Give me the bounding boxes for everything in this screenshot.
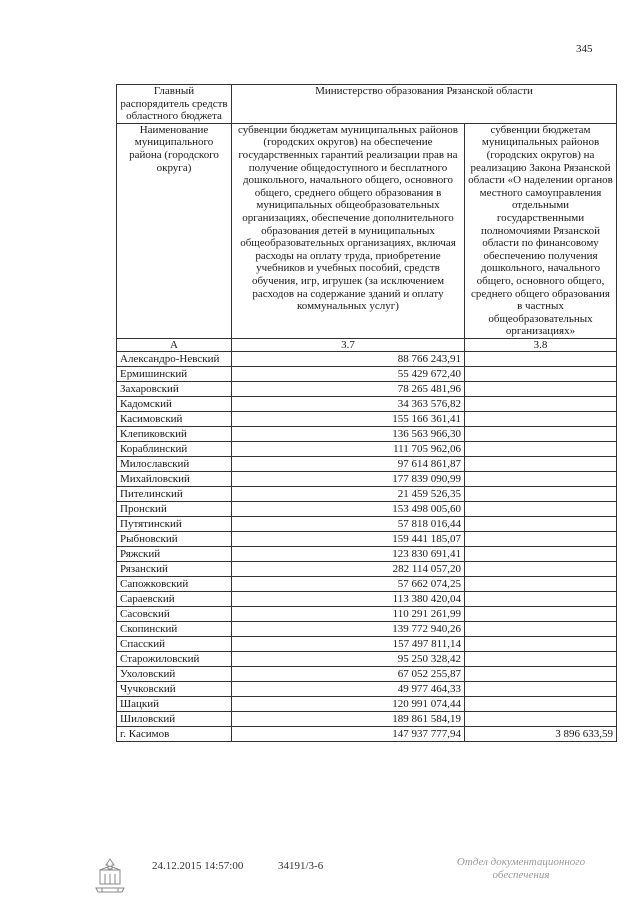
amount-3-8-cell [465,667,617,682]
amount-3-7-cell: 157 497 811,14 [232,637,465,652]
amount-3-7-cell: 159 441 185,07 [232,532,465,547]
amount-3-7-cell: 95 250 328,42 [232,652,465,667]
column-desc-3-7: субвенции бюджетам муниципальных районов (городских округов) на обеспечение государственных гарантий реализации прав на получение общедоступного и бесплатного дошкольного, начального общего, основного общего, среднего общего образования в муниципальных общеобразовательных организациях, обеспечение дополнительного образования детей в муниципальных общеобразовательных организациях, включая расходы на оплату труда, приобретение учебников и учебных пособий, средств обучения, игр, игрушек (за исключением расходов на содержание зданий и оплату коммунальных услуг) [232,123,465,338]
amount-3-7-cell: 177 839 090,99 [232,472,465,487]
amount-3-7-cell: 111 705 962,06 [232,442,465,457]
amount-3-8-cell [465,487,617,502]
table-row [117,547,617,562]
amount-3-8-cell [465,712,617,727]
table-row [117,652,617,667]
table-row [117,517,617,532]
amount-3-7-cell: 57 818 016,44 [232,517,465,532]
table-row [117,622,617,637]
amount-3-8-cell [465,532,617,547]
district-name-cell: Кадомский [117,397,232,412]
amount-3-7-cell: 189 861 584,19 [232,712,465,727]
amount-3-7-cell: 123 830 691,41 [232,547,465,562]
amount-3-8-cell [465,517,617,532]
district-name-cell: Касимовский [117,412,232,427]
amount-3-8-cell [465,397,617,412]
amount-3-7-cell: 57 662 074,25 [232,577,465,592]
amount-3-7-cell: 78 265 481,96 [232,382,465,397]
amount-3-7-cell: 34 363 576,82 [232,397,465,412]
page-number: 345 [576,43,593,55]
amount-3-7-cell: 88 766 243,91 [232,352,465,367]
district-name-cell: Михайловский [117,472,232,487]
amount-3-8-cell: 3 896 633,59 [465,727,617,742]
footer [0,852,640,902]
amount-3-7-cell: 155 166 361,41 [232,412,465,427]
amount-3-8-cell [465,697,617,712]
table-row [117,577,617,592]
amount-3-8-cell [465,592,617,607]
amount-3-7-cell: 153 498 005,60 [232,502,465,517]
table-row [117,682,617,697]
amount-3-7-cell: 120 991 074,44 [232,697,465,712]
column-id-row [117,338,617,352]
header-row-distributor [117,85,617,124]
table-row [117,367,617,382]
district-name-cell: Милославский [117,457,232,472]
amount-3-8-cell [465,382,617,397]
amount-3-7-cell: 282 114 057,20 [232,562,465,577]
amount-3-8-cell [465,412,617,427]
district-name-cell: Сапожковский [117,577,232,592]
amount-3-8-cell [465,352,617,367]
district-name-cell: г. Касимов [117,727,232,742]
amount-3-8-cell [465,502,617,517]
district-name-cell: Спасский [117,637,232,652]
amount-3-7-cell: 139 772 940,26 [232,622,465,637]
amount-3-8-cell [465,442,617,457]
district-name-cell: Кораблинский [117,442,232,457]
amount-3-8-cell [465,622,617,637]
district-name-cell: Ермишинский [117,367,232,382]
amount-3-7-cell: 55 429 672,40 [232,367,465,382]
emblem-icon [90,856,130,901]
column-id-a: А [117,338,232,352]
department-stamp: Отдел документационного обеспечения [456,856,586,881]
district-name-cell: Захаровский [117,382,232,397]
label-distributor: Главный распорядитель средств областного бюджета [117,85,232,124]
table-row [117,697,617,712]
amount-3-8-cell [465,427,617,442]
district-name-cell: Пителинский [117,487,232,502]
district-name-cell: Шиловский [117,712,232,727]
budget-table [116,84,617,742]
district-name-cell: Шацкий [117,697,232,712]
district-name-cell: Ухоловский [117,667,232,682]
table-row [117,637,617,652]
district-name-cell: Путятинский [117,517,232,532]
column-id-3-8: 3.8 [465,338,617,352]
table-row [117,532,617,547]
table-row [117,457,617,472]
district-name-cell: Пронский [117,502,232,517]
amount-3-7-cell: 67 052 255,87 [232,667,465,682]
table-row [117,472,617,487]
table-row [117,607,617,622]
amount-3-7-cell: 147 937 777,94 [232,727,465,742]
table-row [117,727,617,742]
district-name-cell: Ряжский [117,547,232,562]
district-name-cell: Клепиковский [117,427,232,442]
header-row-columns [117,123,617,338]
amount-3-8-cell [465,682,617,697]
district-name-cell: Рыбновский [117,532,232,547]
amount-3-7-cell: 49 977 464,33 [232,682,465,697]
label-district: Наименование муниципального района (городского округа) [117,123,232,338]
district-name-cell: Сасовский [117,607,232,622]
amount-3-8-cell [465,652,617,667]
table-row [117,487,617,502]
table-row [117,427,617,442]
footer-document-code: 34191/3-6 [278,860,324,872]
table-row [117,562,617,577]
amount-3-8-cell [465,562,617,577]
amount-3-7-cell: 110 291 261,99 [232,607,465,622]
amount-3-8-cell [465,547,617,562]
column-id-3-7: 3.7 [232,338,465,352]
district-name-cell: Александро-Невский [117,352,232,367]
district-name-cell: Старожиловский [117,652,232,667]
amount-3-8-cell [465,472,617,487]
district-name-cell: Рязанский [117,562,232,577]
footer-datetime: 24.12.2015 14:57:00 [152,860,244,872]
amount-3-7-cell: 97 614 861,87 [232,457,465,472]
amount-3-8-cell [465,457,617,472]
table-row [117,382,617,397]
table-row [117,502,617,517]
table-row [117,397,617,412]
table-row [117,592,617,607]
table-row [117,412,617,427]
column-desc-3-8: субвенции бюджетам муниципальных районов (городских округов) на реализацию Закона Рязанской области «О наделении органов местного самоуправления отдельными государственными полномочиями Рязанской области по финансовому обеспечению получения дошкольного, начального общего, основного общего, среднего общего образования в частных общеобразовательных организациях» [465,123,617,338]
district-name-cell: Чучковский [117,682,232,697]
amount-3-8-cell [465,607,617,622]
amount-3-7-cell: 136 563 966,30 [232,427,465,442]
table-row [117,352,617,367]
district-name-cell: Скопинский [117,622,232,637]
amount-3-8-cell [465,367,617,382]
amount-3-8-cell [465,637,617,652]
amount-3-7-cell: 21 459 526,35 [232,487,465,502]
table-row [117,712,617,727]
district-name-cell: Сараевский [117,592,232,607]
ministry-name: Министерство образования Рязанской области [232,85,617,124]
amount-3-7-cell: 113 380 420,04 [232,592,465,607]
table-row [117,442,617,457]
table-row [117,667,617,682]
amount-3-8-cell [465,577,617,592]
